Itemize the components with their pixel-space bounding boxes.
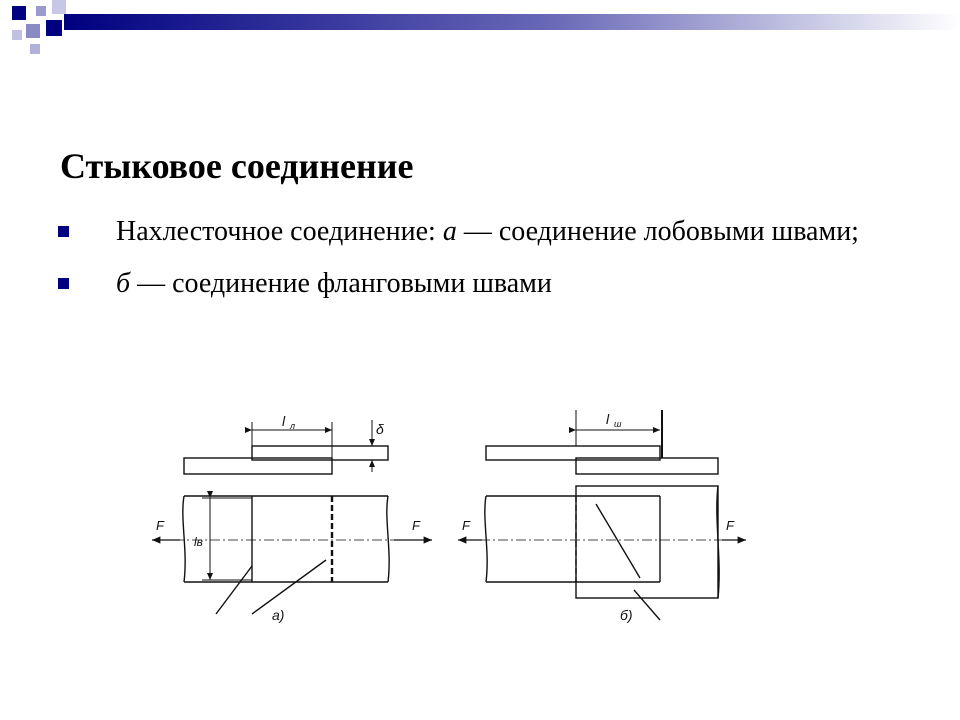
dim-length-b-sub: ш	[614, 419, 622, 429]
caption-a: а)	[272, 607, 285, 623]
figure-labels	[156, 411, 735, 623]
bullet-item	[58, 212, 878, 252]
plan-plate-upper	[576, 486, 718, 598]
header-decoration	[0, 0, 960, 60]
bullet-suffix: — соединение фланговыми швами	[130, 268, 552, 299]
slide-title: Стыковое соединение	[60, 146, 414, 186]
square-bullet-icon	[58, 278, 69, 289]
left-break-line	[485, 496, 487, 582]
right-break-line	[387, 496, 389, 582]
figure-b	[458, 410, 746, 620]
bullet-italic-letter: б	[116, 268, 131, 299]
force-label-b-right: F	[726, 518, 734, 533]
bullet-italic-letter: а	[442, 216, 457, 247]
force-label-a-right: F	[412, 518, 420, 533]
force-label-b-left: F	[462, 518, 470, 533]
square-bullet-icon	[58, 226, 69, 237]
dim-length-a: l	[282, 413, 286, 429]
dim-length-a-sub: л	[290, 421, 296, 431]
bullet-list	[58, 212, 878, 316]
dim-width: lв	[194, 535, 203, 549]
plan-plate-edges	[184, 496, 388, 582]
bullet-item	[58, 264, 878, 304]
caption-b: б)	[620, 607, 633, 623]
dim-thickness: δ	[376, 421, 384, 437]
dim-length-b: l	[606, 411, 610, 427]
left-break-line	[183, 496, 185, 582]
lap-joint-drawing	[140, 400, 760, 640]
bullet-suffix: — соединение лобовыми швами;	[456, 216, 859, 247]
force-label-a-left: F	[156, 518, 164, 533]
figure-a	[152, 420, 432, 614]
bullet-prefix: Нахлесточное соединение:	[116, 216, 443, 247]
